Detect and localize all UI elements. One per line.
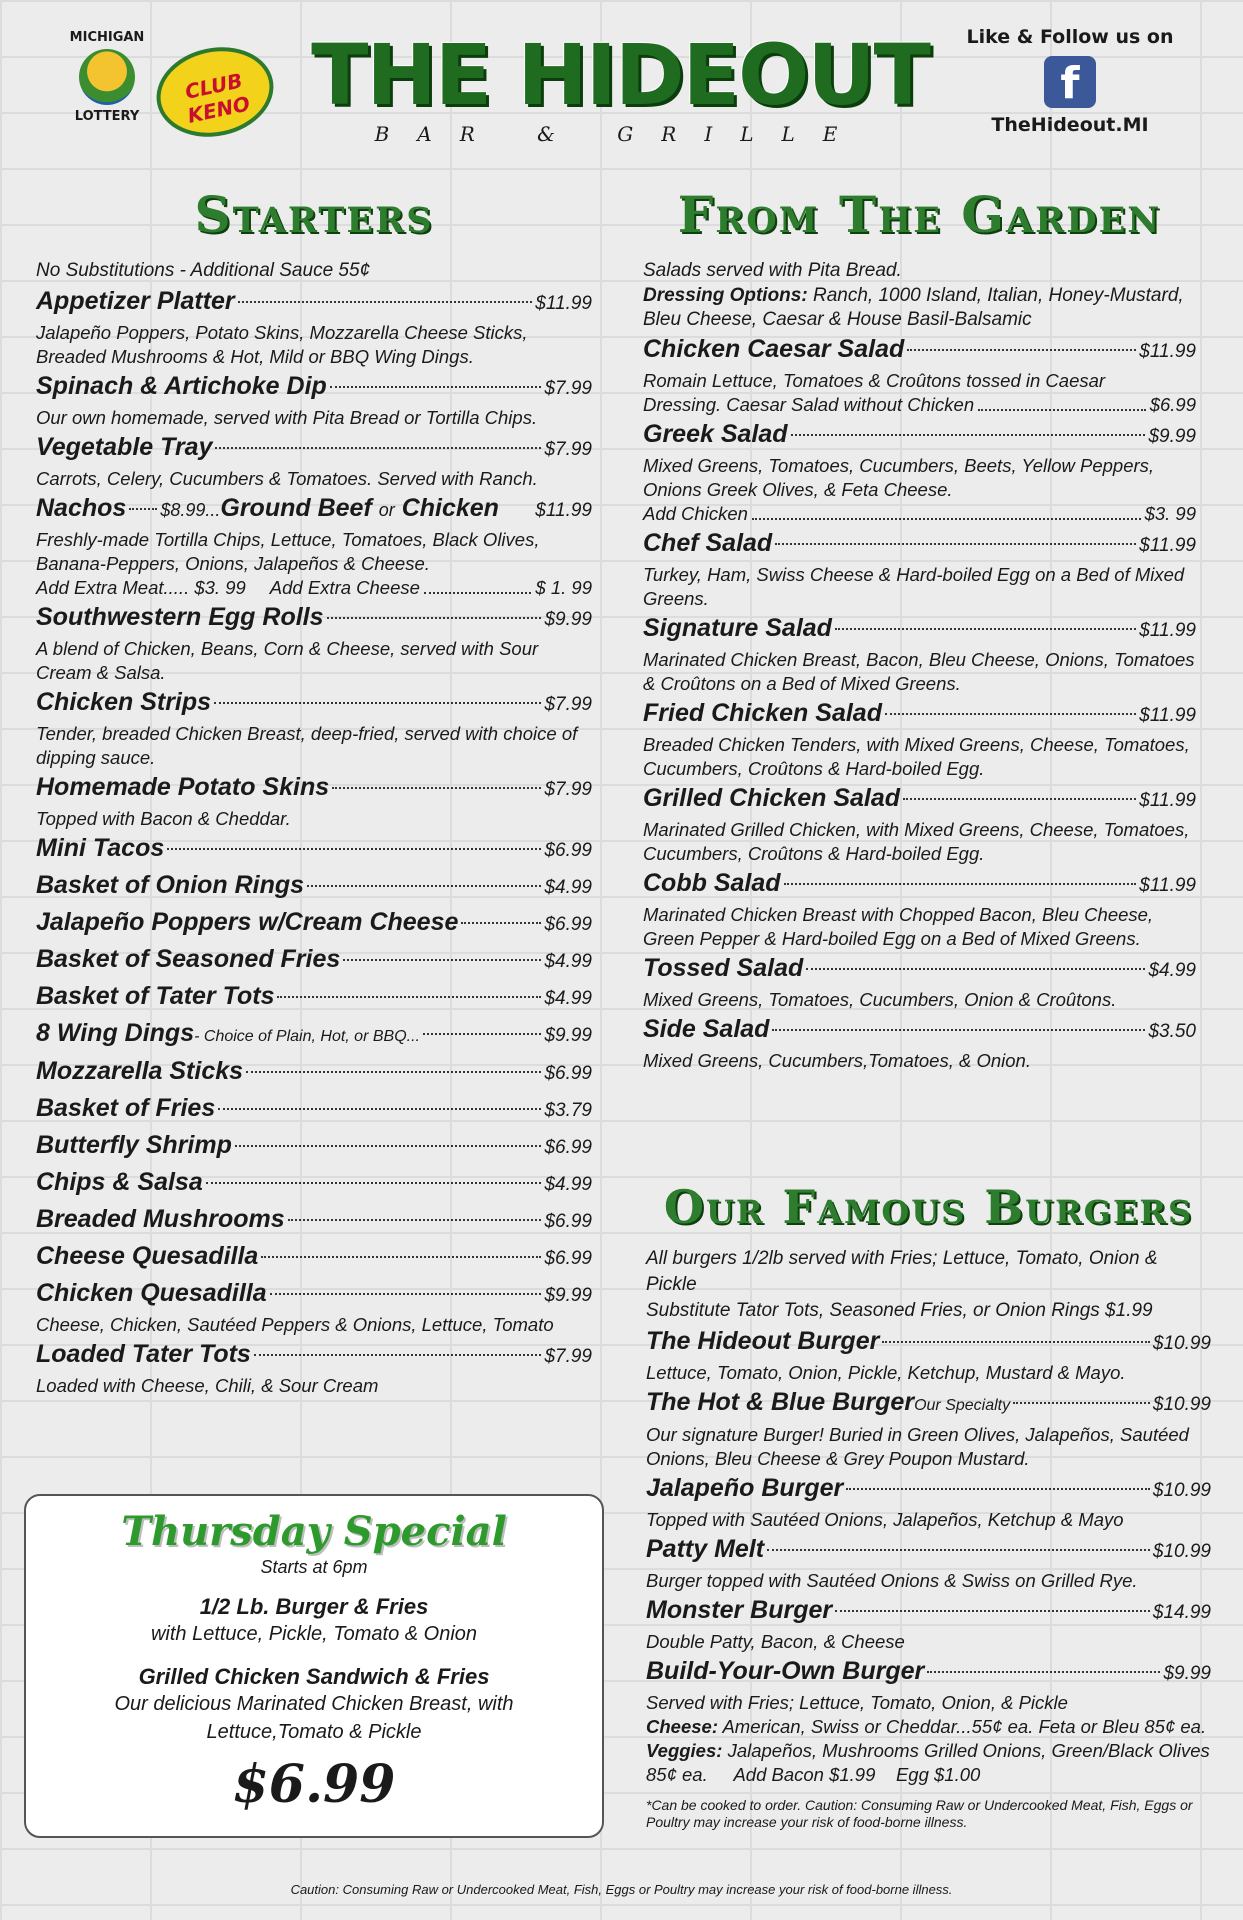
greek-price: $9.99 xyxy=(1148,426,1196,447)
menu-item-price: $10.99 xyxy=(1152,1333,1211,1354)
nachos-item: Nachos $8.99 ... Ground Beef or Chicken $11.99 Freshly-made Tortilla Chips, Lettuce, Tomatoes, Black Olives, Banana-Peppers, Onions, Jalapeños & Cheese. Add Extra Meat..... $3. 99 Add Extra Cheese $ 1. 99 xyxy=(36,491,592,600)
menu-item xyxy=(36,369,592,430)
menu-item-name: Vegetable Tray xyxy=(36,433,213,461)
burgers-heading: Our Famous Burgers xyxy=(663,1180,1194,1234)
nachos-extra-cheese: Add Extra Cheese xyxy=(269,577,420,598)
menu-item xyxy=(36,1239,592,1276)
menu-item xyxy=(36,284,592,369)
wing-dings-price: $9.99 xyxy=(544,1025,592,1046)
menu-item xyxy=(36,685,592,770)
nachos-or: or xyxy=(378,500,395,520)
menu-item-name: Patty Melt xyxy=(646,1535,765,1563)
facebook-icon[interactable]: f xyxy=(1044,56,1096,108)
menu-item-price: $11.99 xyxy=(535,293,592,314)
byo-bacon: Add Bacon $1.99 xyxy=(733,1764,876,1785)
menu-item-desc: Jalapeño Poppers, Potato Skins, Mozzarella Cheese Sticks, Breaded Mushrooms & Hot, Mild or BBQ Wing Dings. xyxy=(36,322,528,367)
menu-item-price: $7.99 xyxy=(544,439,592,460)
menu-item-name: Chef Salad xyxy=(643,529,773,557)
wing-dings-extra: - Choice of Plain, Hot, or BBQ... xyxy=(194,1028,420,1045)
menu-item-name: Jalapeño Burger xyxy=(646,1474,844,1502)
menu-item xyxy=(643,526,1196,611)
menu-item-desc: A blend of Chicken, Beans, Corn & Cheese, served with Sour Cream & Salsa. xyxy=(36,638,539,683)
special-desc-2a: Our delicious Marinated Chicken Breast, with xyxy=(114,1693,514,1715)
menu-item xyxy=(36,942,592,979)
menu-item-price: $11.99 xyxy=(1139,790,1196,811)
menu-item-price: $6.99 xyxy=(544,1211,592,1232)
menu-item-price: $6.99 xyxy=(544,1063,592,1084)
menu-item xyxy=(36,1054,592,1091)
menu-item xyxy=(36,868,592,905)
menu-item-desc: Marinated Chicken Breast, Bacon, Bleu Cheese, Onions, Tomatoes & Croûtons on a Bed of Mixed Greens. xyxy=(643,649,1195,694)
caesar-price2: $6.99 xyxy=(1149,394,1196,415)
facebook-handle[interactable]: TheHideout.MI xyxy=(991,114,1149,136)
michigan-lottery-logo xyxy=(62,30,152,150)
byo-cheese-label: Cheese: xyxy=(646,1716,718,1737)
byo-price: $9.99 xyxy=(1163,1663,1211,1684)
social-block xyxy=(960,26,1180,136)
caesar-item xyxy=(643,332,1196,417)
garden-column xyxy=(643,185,1196,1073)
menu-item xyxy=(36,430,592,491)
menu-item-desc: Mixed Greens, Cucumbers,Tomatoes, & Onion. xyxy=(643,1050,1031,1071)
menu-item xyxy=(36,600,592,685)
menu-item-price: $3.79 xyxy=(544,1100,592,1121)
menu-item-name: Mini Tacos xyxy=(36,834,165,862)
menu-item xyxy=(643,696,1196,781)
nachos-name: Nachos xyxy=(36,494,127,522)
menu-item-price: $10.99 xyxy=(1152,1394,1211,1415)
menu-item-price: $14.99 xyxy=(1152,1602,1211,1623)
menu-item-name: Butterfly Shrimp xyxy=(36,1131,232,1159)
menu-item-price: $7.99 xyxy=(544,1346,592,1367)
menu-item-price: $6.99 xyxy=(544,1137,592,1158)
menu-item-name: Side Salad xyxy=(643,1015,770,1043)
dressing-options xyxy=(643,284,1196,332)
menu-item-name: Fried Chicken Salad xyxy=(643,699,882,727)
menu-item-price: $7.99 xyxy=(544,694,592,715)
special-item-1: 1/2 Lb. Burger & Fries xyxy=(199,1594,429,1619)
greek-add-price: $3. 99 xyxy=(1144,503,1196,524)
menu-item xyxy=(36,770,592,831)
special-title: Thursday Special xyxy=(121,1508,507,1555)
lottery-top-text: MICHIGAN xyxy=(69,30,145,45)
menu-item-price: $4.99 xyxy=(544,877,592,898)
menu-item-price: $11.99 xyxy=(1139,620,1196,641)
special-desc-2b: Lettuce,Tomato & Pickle xyxy=(206,1721,422,1743)
menu-item xyxy=(36,1337,592,1398)
thursday-special-box xyxy=(24,1494,604,1838)
menu-item xyxy=(36,979,592,1016)
menu-item xyxy=(36,905,592,942)
byo-name: Build-Your-Own Burger xyxy=(646,1657,925,1685)
menu-item xyxy=(643,1012,1196,1073)
lottery-bottom-text: LOTTERY xyxy=(74,109,140,124)
menu-item xyxy=(646,1324,1211,1385)
menu-item-price: $7.99 xyxy=(544,779,592,800)
greek-name: Greek Salad xyxy=(643,420,788,448)
club-keno-logo xyxy=(148,37,282,148)
keno-text: CLUB KENO xyxy=(182,68,253,128)
follow-text: Like & Follow us on xyxy=(966,26,1174,48)
special-desc-1: with Lettuce, Pickle, Tomato & Onion xyxy=(150,1623,478,1645)
menu-item-name: Spinach & Artichoke Dip xyxy=(36,372,327,400)
nachos-price1: $8.99 xyxy=(160,500,206,520)
burgers-note-2: Substitute Tator Tots, Seasoned Fries, or Onion Rings $1.99 xyxy=(646,1300,1153,1321)
menu-item-price: $6.99 xyxy=(544,914,592,935)
nachos-opt2: Chicken xyxy=(401,494,499,522)
menu-item xyxy=(36,1202,592,1239)
menu-item-desc: Tender, breaded Chicken Breast, deep-fried, served with choice of dipping sauce. xyxy=(36,723,578,768)
menu-item-desc: Marinated Chicken Breast with Chopped Bacon, Bleu Cheese, Green Pepper & Hard-boiled Egg on a Bed of Mixed Greens. xyxy=(643,904,1154,949)
menu-item xyxy=(36,1276,592,1337)
nachos-extra-meat: Add Extra Meat..... $3. 99 xyxy=(36,577,246,598)
menu-item-price: $6.99 xyxy=(544,840,592,861)
menu-item-desc: Breaded Chicken Tenders, with Mixed Greens, Cheese, Tomatoes, Cucumbers, Croûtons & Hard-boiled Egg. xyxy=(643,734,1190,779)
greek-desc: Mixed Greens, Tomatoes, Cucumbers, Beets, Yellow Peppers, Onions Greek Olives, & Feta Cheese. xyxy=(643,455,1155,500)
menu-item xyxy=(646,1385,1211,1471)
menu-item-name: Grilled Chicken Salad xyxy=(643,784,901,812)
wing-dings-item xyxy=(36,1016,592,1054)
menu-item-name: Tossed Salad xyxy=(643,954,804,982)
menu-item-price: $11.99 xyxy=(1139,535,1196,556)
menu-item-name: Cobb Salad xyxy=(643,869,781,897)
starters-column xyxy=(36,185,592,1398)
wing-dings-name: 8 Wing Dings xyxy=(36,1019,195,1047)
menu-item-name: Chicken Strips xyxy=(36,688,212,716)
menu-item-name: Southwestern Egg Rolls xyxy=(36,603,324,631)
footer-caution: Caution: Consuming Raw or Undercooked Meat, Fish, Eggs or Poultry may increase your risk of food-borne illness. xyxy=(290,1882,953,1897)
special-start: Starts at 6pm xyxy=(260,1557,368,1577)
burgers-note-1: All burgers 1/2lb served with Fries; Lettuce, Tomato, Onion & Pickle xyxy=(646,1248,1158,1295)
menu-item xyxy=(643,951,1196,1012)
menu-item-price: $4.99 xyxy=(1148,960,1196,981)
menu-item-price: $4.99 xyxy=(544,988,592,1009)
starters-heading: Starters xyxy=(194,185,434,244)
page-title: THE HIDEOUT xyxy=(311,26,929,124)
nachos-price2: $11.99 xyxy=(535,500,592,521)
burgers-column xyxy=(646,1180,1211,1831)
menu-item-name: Basket of Fries xyxy=(36,1094,216,1122)
menu-item xyxy=(646,1471,1211,1532)
menu-item-price: $9.99 xyxy=(544,609,592,630)
menu-item-price: $10.99 xyxy=(1152,1480,1211,1501)
menu-item-desc: Our signature Burger! Buried in Green Olives, Jalapeños, Sautéed Onions, Bleu Cheese & Grey Poupon Mustard. xyxy=(646,1424,1189,1469)
garden-heading: From The Garden xyxy=(677,185,1162,244)
menu-item-name: Breaded Mushrooms xyxy=(36,1205,285,1233)
menu-item-desc: Carrots, Celery, Cucumbers & Tomatoes. Served with Ranch. xyxy=(36,468,538,489)
menu-item-name: The Hideout Burger xyxy=(646,1327,880,1355)
menu-item-desc: Our own homemade, served with Pita Bread or Tortilla Chips. xyxy=(36,407,538,428)
menu-item-name: The Hot & Blue Burger xyxy=(646,1388,915,1416)
menu-item-price: $4.99 xyxy=(544,951,592,972)
menu-item-price: $4.99 xyxy=(544,1174,592,1195)
menu-item-name: Jalapeño Poppers w/Cream Cheese xyxy=(36,908,459,936)
byo-desc: Served with Fries; Lettuce, Tomato, Onion, & Pickle xyxy=(646,1692,1068,1713)
menu-item xyxy=(36,1128,592,1165)
greek-add: Add Chicken xyxy=(643,503,748,524)
byo-veg: Jalapeños, Mushrooms Grilled Onions, Green/Black Olives 85¢ ea. xyxy=(646,1740,1210,1785)
page-subtitle: BAR & GRILLE xyxy=(374,122,866,146)
caesar-desc: Romain Lettuce, Tomatoes & Croûtons tossed in Caesar xyxy=(643,370,1106,391)
menu-item-desc: Topped with Sautéed Onions, Jalapeños, Ketchup & Mayo xyxy=(646,1509,1124,1530)
menu-item-name: Monster Burger xyxy=(646,1596,833,1624)
menu-item-name: Cheese Quesadilla xyxy=(36,1242,259,1270)
tree-icon xyxy=(79,49,135,105)
menu-item-desc: Mixed Greens, Tomatoes, Cucumbers, Onion & Croûtons. xyxy=(643,989,1117,1010)
menu-item-name: Appetizer Platter xyxy=(36,287,235,315)
dressing-label: Dressing Options: xyxy=(643,285,808,306)
menu-item-price: $10.99 xyxy=(1152,1541,1211,1562)
starters-note: No Substitutions - Additional Sauce 55¢ xyxy=(36,260,371,281)
menu-item-name: Chips & Salsa xyxy=(36,1168,203,1196)
menu-item-price: $3.50 xyxy=(1148,1021,1196,1042)
caesar-price: $11.99 xyxy=(1139,341,1196,362)
burgers-disclaimer: *Can be cooked to order. Caution: Consuming Raw or Undercooked Meat, Fish, Eggs or Poultry may increase your risk of food-borne illness. xyxy=(646,1797,1193,1830)
dressing-list: Ranch, 1000 Island, Italian, Honey-Mustard, Bleu Cheese, Caesar & House Basil-Balsamic xyxy=(643,285,1184,330)
menu-item-price: $11.99 xyxy=(1139,705,1196,726)
menu-item xyxy=(36,1091,592,1128)
menu-item xyxy=(36,1165,592,1202)
menu-item xyxy=(36,831,592,868)
menu-item-name: Basket of Onion Rings xyxy=(36,871,305,899)
garden-note: Salads served with Pita Bread. xyxy=(643,260,902,281)
caesar-name: Chicken Caesar Salad xyxy=(643,335,905,363)
menu-item-price: $7.99 xyxy=(544,378,592,399)
menu-item-desc: Lettuce, Tomato, Onion, Pickle, Ketchup, Mustard & Mayo. xyxy=(646,1362,1126,1383)
menu-item xyxy=(643,611,1196,696)
caesar-desc2: Dressing. Caesar Salad without Chicken xyxy=(643,394,975,415)
restaurant-title xyxy=(310,26,930,146)
nachos-opt1: Ground Beef xyxy=(220,494,372,522)
menu-item-name: Basket of Seasoned Fries xyxy=(36,945,341,973)
byo-veg-label: Veggies: xyxy=(646,1740,723,1761)
byo-cheese: American, Swiss or Cheddar...55¢ ea. Feta or Bleu 85¢ ea. xyxy=(722,1716,1207,1737)
menu-item xyxy=(643,781,1196,866)
menu-item-desc: Cheese, Chicken, Sautéed Peppers & Onions, Lettuce, Tomato xyxy=(36,1314,554,1335)
byo-burger-item xyxy=(646,1654,1211,1787)
menu-item xyxy=(646,1532,1211,1593)
menu-item-price: $11.99 xyxy=(1139,875,1196,896)
menu-item-price: $9.99 xyxy=(544,1285,592,1306)
special-item-2: Grilled Chicken Sandwich & Fries xyxy=(138,1664,490,1689)
greek-item xyxy=(643,417,1196,526)
menu-item xyxy=(643,866,1196,951)
special-price: $6.99 xyxy=(232,1754,396,1815)
menu-item-extra: Our Specialty xyxy=(914,1397,1011,1414)
menu-item-desc: Burger topped with Sautéed Onions & Swiss on Grilled Rye. xyxy=(646,1570,1138,1591)
nachos-extra-cheese-price: $ 1. 99 xyxy=(535,577,592,598)
menu-item-desc: Turkey, Ham, Swiss Cheese & Hard-boiled Egg on a Bed of Mixed Greens. xyxy=(643,564,1185,609)
menu-item-name: Chicken Quesadilla xyxy=(36,1279,267,1307)
menu-item-desc: Double Patty, Bacon, & Cheese xyxy=(646,1631,905,1652)
menu-item-price: $6.99 xyxy=(544,1248,592,1269)
menu-item-name: Basket of Tater Tots xyxy=(36,982,275,1010)
menu-item-desc: Loaded with Cheese, Chili, & Sour Cream xyxy=(36,1375,379,1396)
menu-item-name: Signature Salad xyxy=(643,614,832,642)
menu-item-desc: Topped with Bacon & Cheddar. xyxy=(36,808,291,829)
nachos-desc: Freshly-made Tortilla Chips, Lettuce, Tomatoes, Black Olives, Banana-Peppers, Onions, Jalapeños & Cheese. xyxy=(36,529,540,574)
byo-egg: Egg $1.00 xyxy=(895,1764,981,1785)
menu-item xyxy=(646,1593,1211,1654)
menu-item-name: Homemade Potato Skins xyxy=(36,773,330,801)
menu-item-name: Mozzarella Sticks xyxy=(36,1057,244,1085)
menu-item-name: Loaded Tater Tots xyxy=(36,1340,251,1368)
menu-item-desc: Marinated Grilled Chicken, with Mixed Greens, Cheese, Tomatoes, Cucumbers, Croûtons & Hard-boiled Egg. xyxy=(643,819,1190,864)
